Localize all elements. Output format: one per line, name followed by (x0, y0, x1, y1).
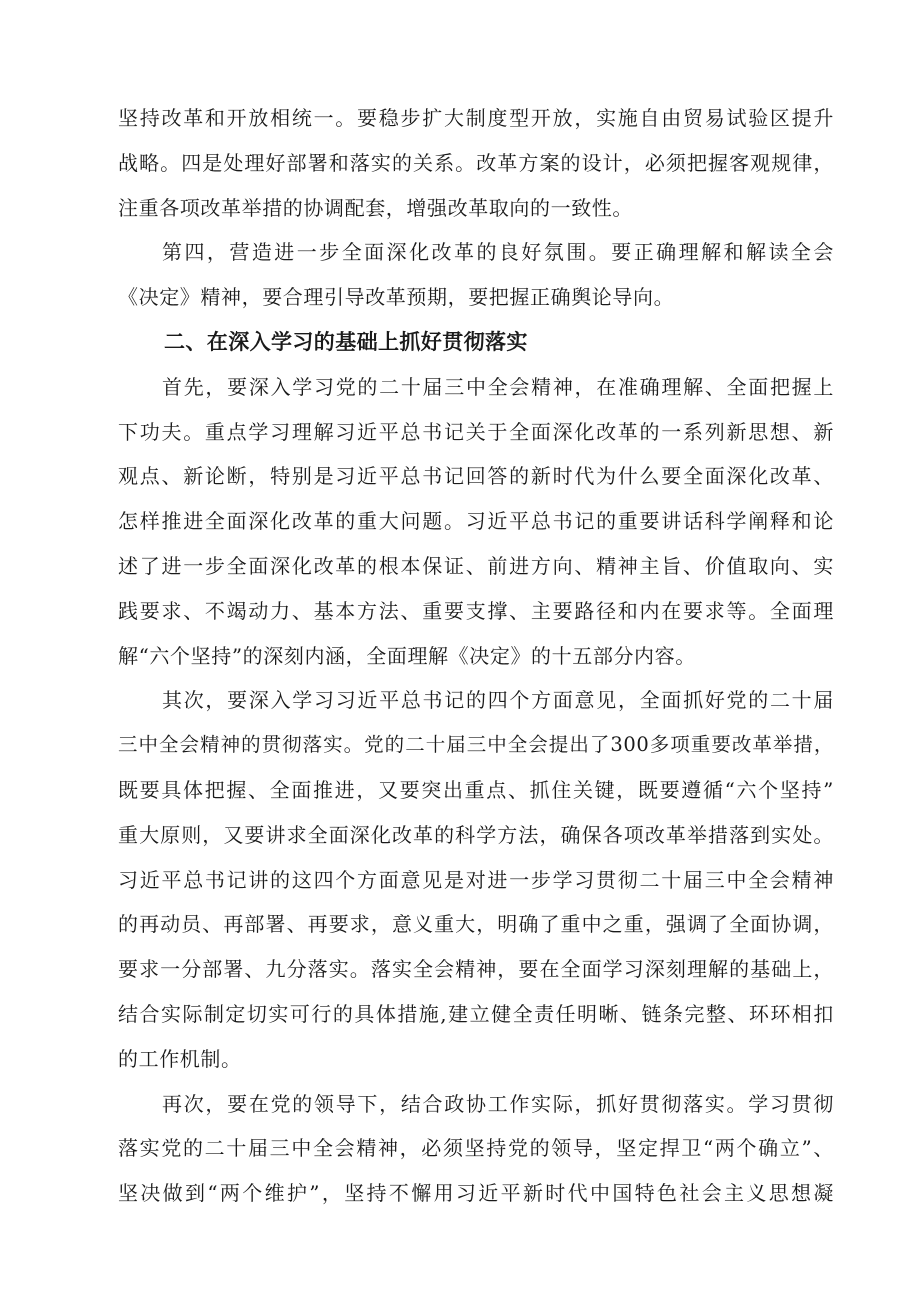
text-line: 其次，要深入学习习近平总书记的四个方面意见，全面抓好党的二十届 (162, 688, 834, 713)
text-line: 坚决做到“两个维护”，坚持不懈用习近平新时代中国特色社会主义思想凝 (118, 1181, 834, 1206)
text-line: 怎样推进全面深化改革的重大问题。习近平总书记的重要讲话科学阐释和论 (118, 509, 834, 534)
text-line: 下功夫。重点学习理解习近平总书记关于全面深化改革的一系列新思想、新 (118, 419, 834, 444)
heading-text: 二、在深入学习的基础上抓好贯彻落实 (164, 329, 528, 354)
text-line: 首先，要深入学习党的二十届三中全会精神，在准确理解、全面把握上 (162, 374, 834, 399)
text-line: 结合实际制定切实可行的具体措施,建立健全责任明晰、链条完整、环环相扣 (118, 1001, 834, 1026)
paragraph (118, 678, 834, 1081)
text-line: 的再动员、再部署、再要求，意义重大，明确了重中之重，强调了全面协调， (118, 912, 834, 937)
text-line: 战略。四是处理好部署和落实的关系。改革方案的设计，必须把握客观规律， (118, 150, 834, 175)
text-line: 三中全会精神的贯彻落实。党的二十届三中全会提出了300多项重要改革举措， (118, 733, 834, 757)
text-line: 践要求、不竭动力、基本方法、重要支撑、主要路径和内在要求等。全面理 (118, 598, 834, 623)
text-line: 重大原则，又要讲求全面深化改革的科学方法，确保各项改革举措落到实处。 (118, 822, 834, 847)
text-line: 第四，营造进一步全面深化改革的良好氛围。要正确理解和解读全会 (162, 240, 834, 265)
text-line: 观点、新论断，特别是习近平总书记回答的新时代为什么要全面深化改革、 (118, 464, 834, 489)
paragraph (118, 365, 834, 679)
text-line: 的工作机制。 (118, 1046, 242, 1071)
paragraph (118, 96, 834, 230)
paragraph (118, 1082, 834, 1216)
document-body (118, 96, 834, 1216)
text-line: 习近平总书记讲的这四个方面意见是对进一步学习贯彻二十届三中全会精神 (118, 867, 834, 892)
text-line: 坚持改革和开放相统一。要稳步扩大制度型开放，实施自由贸易试验区提升 (118, 106, 834, 130)
text-line: 再次，要在党的领导下，结合政协工作实际，抓好贯彻落实。学习贯彻 (162, 1091, 834, 1116)
text-line: 要求一分部署、九分落实。落实全会精神，要在全面学习深刻理解的基础上， (118, 957, 834, 982)
text-line: 既要具体把握、全面推进，又要突出重点、抓住关键，既要遵循“六个坚持” (118, 777, 834, 802)
section-heading (118, 320, 834, 365)
paragraph (118, 230, 834, 320)
text-line: 解“六个坚持”的深刻内涵，全面理解《决定》的十五部分内容。 (118, 643, 696, 668)
text-line: 述了进一步全面深化改革的根本保证、前进方向、精神主旨、价值取向、实 (118, 553, 834, 578)
text-line: 落实党的二十届三中全会精神，必须坚持党的领导，坚定捍卫“两个确立”、 (118, 1136, 834, 1161)
text-line: 注重各项改革举措的协调配套，增强改革取向的一致性。 (118, 195, 633, 220)
text-line: 《决定》精神，要合理引导改革预期，要把握正确舆论导向。 (118, 285, 675, 310)
